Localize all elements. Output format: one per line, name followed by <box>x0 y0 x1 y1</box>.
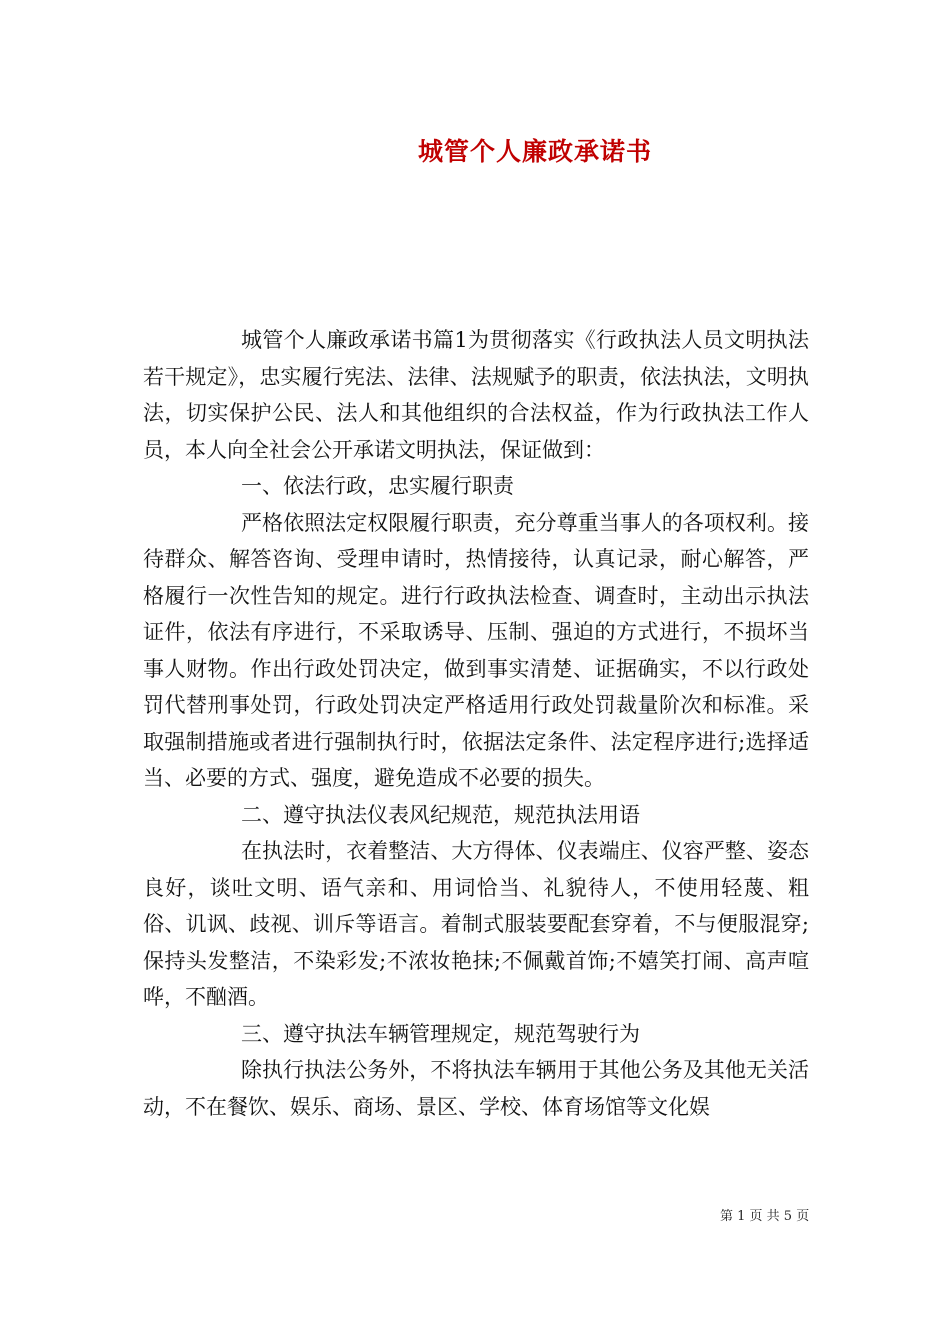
intro-paragraph: 城管个人廉政承诺书篇1为贯彻落实《行政执法人员文明执法若干规定》，忠实履行宪法、法律、法规赋予的职责，依法执法，文明执法，切实保护公民、法人和其他组织的合法权益，作为行政执法工作人员，本人向全社会公开承诺文明执法，保证做到： <box>143 328 809 462</box>
page-number-footer: 第 1 页 共 5 页 <box>720 1209 810 1224</box>
document-body <box>143 322 809 1125</box>
section-body-1: 严格依照法定权限履行职责，充分尊重当事人的各项权利。接待群众、解答咨询、受理申请时，热情接待，认真记录，耐心解答，严格履行一次性告知的规定。进行行政执法检查、调查时，主动出示执法证件，依法有序进行，不采取诱导、压制、强迫的方式进行，不损坏当事人财物。作出行政处罚决定，做到事实清楚、证据确实，不以行政处罚代替刑事处罚，行政处罚决定严格适用行政处罚裁量阶次和标准。采取强制措施或者进行强制执行时，依据法定条件、法定程序进行;选择适当、必要的方式、强度，避免造成不必要的损失。 <box>143 510 809 790</box>
section-body-2: 在执法时，衣着整洁、大方得体、仪表端庄、仪容严整、姿态良好，谈吐文明、语气亲和、用词恰当、礼貌待人，不使用轻蔑、粗俗、讥讽、歧视、训斥等语言。着制式服装要配套穿着，不与便服混穿;保持头发整洁，不染彩发;不浓妆艳抹;不佩戴首饰;不嬉笑打闹、高声喧哗，不酗酒。 <box>143 839 809 1009</box>
document-title: 城管个人廉政承诺书 <box>417 137 652 166</box>
section-body-3: 除执行执法公务外，不将执法车辆用于其他公务及其他无关活动，不在餐饮、娱乐、商场、景区、学校、体育场馆等文化娱 <box>143 1058 809 1119</box>
section-heading-2: 二、遵守执法仪表风纪规范，规范执法用语 <box>241 802 640 827</box>
section-heading-1: 一、依法行政，忠实履行职责 <box>241 474 514 498</box>
section-heading-3: 三、遵守执法车辆管理规定，规范驾驶行为 <box>241 1021 640 1046</box>
